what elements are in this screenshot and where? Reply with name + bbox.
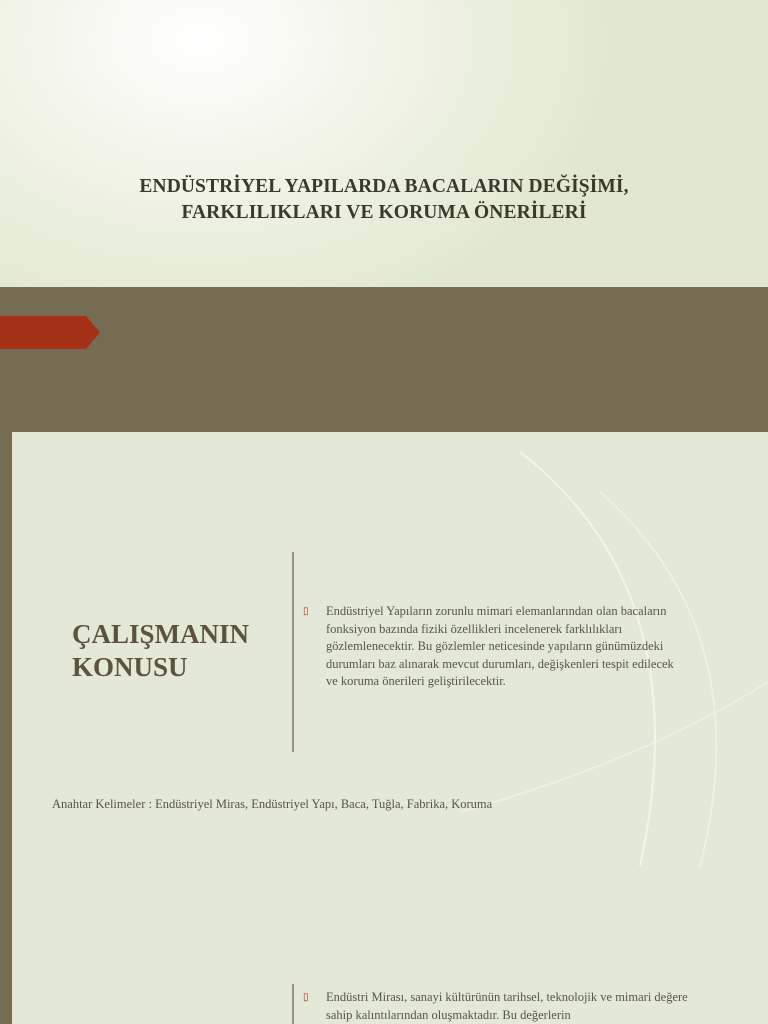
square-bullet-icon: ▯ — [303, 992, 309, 1003]
title-line-2: FARKLILIKLARI VE KORUMA ÖNERİLERİ — [181, 202, 587, 223]
accent-arrow-shape — [0, 316, 100, 349]
keywords-text: Anahtar Kelimeler : Endüstriyel Miras, Endüstriyel Yapı, Baca, Tuğla, Fabrika, Koruma — [52, 797, 493, 811]
title-band — [0, 287, 768, 432]
square-bullet-icon: ▯ — [303, 606, 309, 617]
topic-slide — [0, 432, 768, 866]
third-slide — [0, 866, 768, 1024]
bullet-item — [303, 989, 703, 1024]
title-slide — [0, 0, 768, 432]
section-heading — [72, 618, 282, 684]
bullet-item — [303, 603, 683, 691]
bullet-text: Endüstriyel Yapıların zorunlu mimari elemanlarından olan bacaların fonksiyon bazında fiziki özellikleri incelenerek farklılıkları gözlemlenecektir. Bu gözlemler neticesinde yapıların günümüzdeki durumları baz alınarak mevcut durumları, değişkenleri tespit edilecek ve koruma önerileri geliştirilecektir. — [326, 604, 674, 689]
heading-line-1: ÇALIŞMANIN — [72, 619, 250, 649]
slide-title — [40, 174, 728, 226]
divider-line — [292, 984, 294, 1024]
title-line-1: ENDÜSTRİYEL YAPILARDA BACALARIN DEĞİŞİMİ, — [139, 176, 629, 197]
left-accent-bar — [0, 432, 12, 866]
heading-line-2: KONUSU — [72, 652, 188, 682]
left-accent-bar — [0, 866, 12, 1024]
divider-line — [292, 552, 294, 752]
bullet-text: Endüstri Mirası, sanayi kültürünün tarihsel, teknolojik ve mimari değere sahip kalıntılarından oluşmaktadır. Bu değerlerin — [326, 990, 688, 1022]
